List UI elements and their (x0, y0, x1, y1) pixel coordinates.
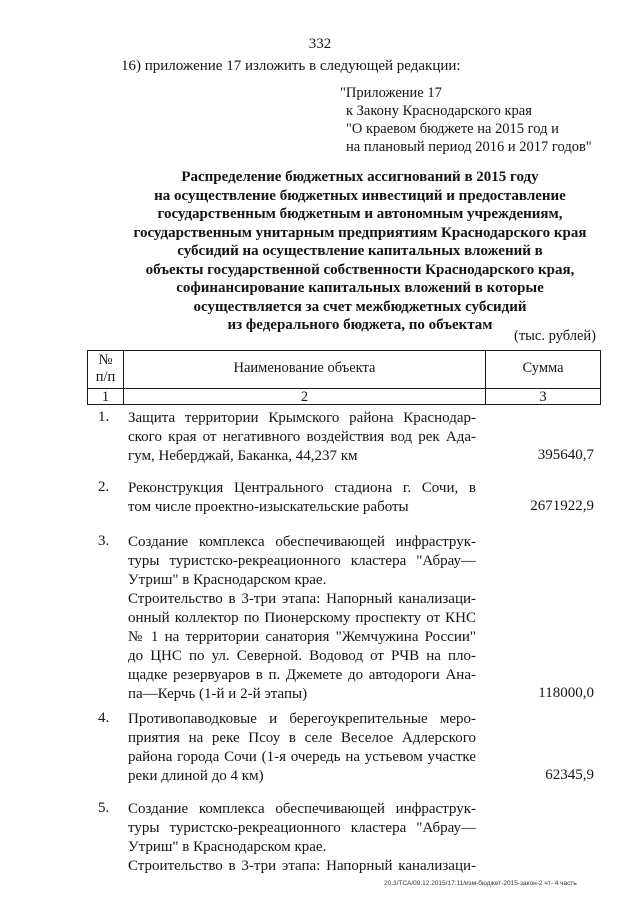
row-name (128, 710, 476, 786)
row-sum: 118000,0 (538, 685, 594, 701)
row-number: 5. (98, 800, 110, 816)
appendix-line: "О краевом бюджете на 2015 год и (346, 121, 559, 137)
row-text-line: па—Керчь (1-й и 2-й этапы) (128, 686, 308, 702)
title-line: государственным бюджетным и автономным учреждениям, (157, 206, 563, 222)
row-text-line: Противопаводковые и берегоукрепительные меро- (128, 711, 476, 727)
column-number-3: 3 (539, 389, 547, 405)
header-name: Наименование объекта (233, 360, 376, 376)
row-text-line: приятия на реке Псоу в селе Веселое Адлерского (128, 730, 476, 746)
appendix-reference (340, 84, 592, 156)
row-text-line: реки длиной до 4 км) (128, 768, 264, 784)
row-name (128, 533, 476, 704)
title-line: объекты государственной собственности Краснодарского края, (145, 261, 575, 278)
row-text-line: до ЦНС по ул. Северной. Водовод от РЧВ на пло- (128, 648, 476, 664)
row-number: 1. (98, 409, 110, 425)
row-text-line: № 1 на территории санатория "Жемчужина России" (128, 629, 476, 645)
row-sum: 2671922,9 (530, 498, 594, 514)
row-text-line: Защита территории Крымского района Краснодар- (128, 410, 476, 426)
row-number: 3. (98, 533, 110, 549)
row-number: 4. (98, 710, 110, 726)
header-sum: Сумма (522, 360, 564, 376)
header-number-abbr: п/п (95, 369, 116, 385)
row-name (128, 409, 476, 466)
title-line: на осуществление бюджетных инвестиций и предоставление (154, 187, 566, 204)
table-border-top (87, 350, 601, 351)
row-name (128, 479, 476, 517)
row-text-line: гум, Неберджай, Баканка, 44,237 км (128, 448, 358, 464)
row-text-line: района города Сочи (1-я очередь на устьевом участке (128, 749, 476, 765)
document-footer: 20.3/ТСА/09.12.2015/17:11/изм-бюджет-2015-закон-2 чт- 4 часть (384, 880, 577, 887)
row-text-line: Создание комплекса обеспечивающей инфраструк- (128, 534, 476, 550)
title-line: софинансирование капитальных вложений в которые (176, 280, 544, 296)
row-text-line: Строительство в 3-три этапа: Напорный канализаци- (128, 858, 476, 874)
units-label: (тыс. рублей) (514, 328, 596, 344)
column-number-2: 2 (300, 389, 309, 405)
row-text-line: том числе проектно-изыскательские работы (128, 499, 409, 515)
appendix-line: к Закону Краснодарского края (346, 103, 532, 119)
row-number: 2. (98, 479, 110, 495)
header-number (88, 352, 123, 386)
row-text-line: Утриш" в Краснодарском крае. (128, 839, 327, 855)
appendix-line: "Приложение 17 (340, 85, 442, 101)
row-text-line: туры туристско-рекреационного кластера "Абрау— (128, 820, 476, 836)
row-sum: 395640,7 (537, 447, 594, 463)
row-text-line: Утриш" в Краснодарском крае. (128, 572, 327, 588)
column-number-1: 1 (101, 389, 110, 405)
row-name (128, 800, 476, 876)
row-text-line: Создание комплекса обеспечивающей инфраструк- (128, 801, 476, 817)
row-text-line: ского края от негативного воздействия вод рек Ада- (128, 429, 476, 445)
row-sum: 62345,9 (545, 767, 594, 783)
table-border-right (600, 350, 601, 405)
row-text-line: щадке резервуаров в п. Джемете до автодороги Ана- (128, 667, 476, 683)
row-text-line: Строительство в 3-три этапа: Напорный канализаци- (128, 591, 476, 607)
appendix-line: на плановый период 2016 и 2017 годов" (346, 139, 592, 155)
intro-text: 16) приложение 17 изложить в следующей редакции: (121, 58, 461, 74)
page-number: 332 (308, 36, 332, 52)
title-line: субсидий на осуществление капитальных вложений в (177, 243, 543, 259)
row-text-line: Реконструкция Центрального стадиона г. Сочи, в (128, 480, 476, 496)
header-number-symbol: № (98, 352, 113, 368)
title-line: осуществляется за счет межбюджетных субсидий (193, 298, 527, 315)
row-text-line: туры туристско-рекреационного кластера "Абрау— (128, 553, 476, 569)
title-line: Распределение бюджетных ассигнований в 2015 году (181, 169, 539, 185)
title-line: из федерального бюджета, по объектам (227, 317, 493, 333)
row-text-line: онный коллектор по Пионерскому проспекту от КНС (128, 610, 476, 626)
title-line: государственным унитарным предприятиям Краснодарского края (133, 224, 587, 241)
document-title (80, 168, 640, 335)
